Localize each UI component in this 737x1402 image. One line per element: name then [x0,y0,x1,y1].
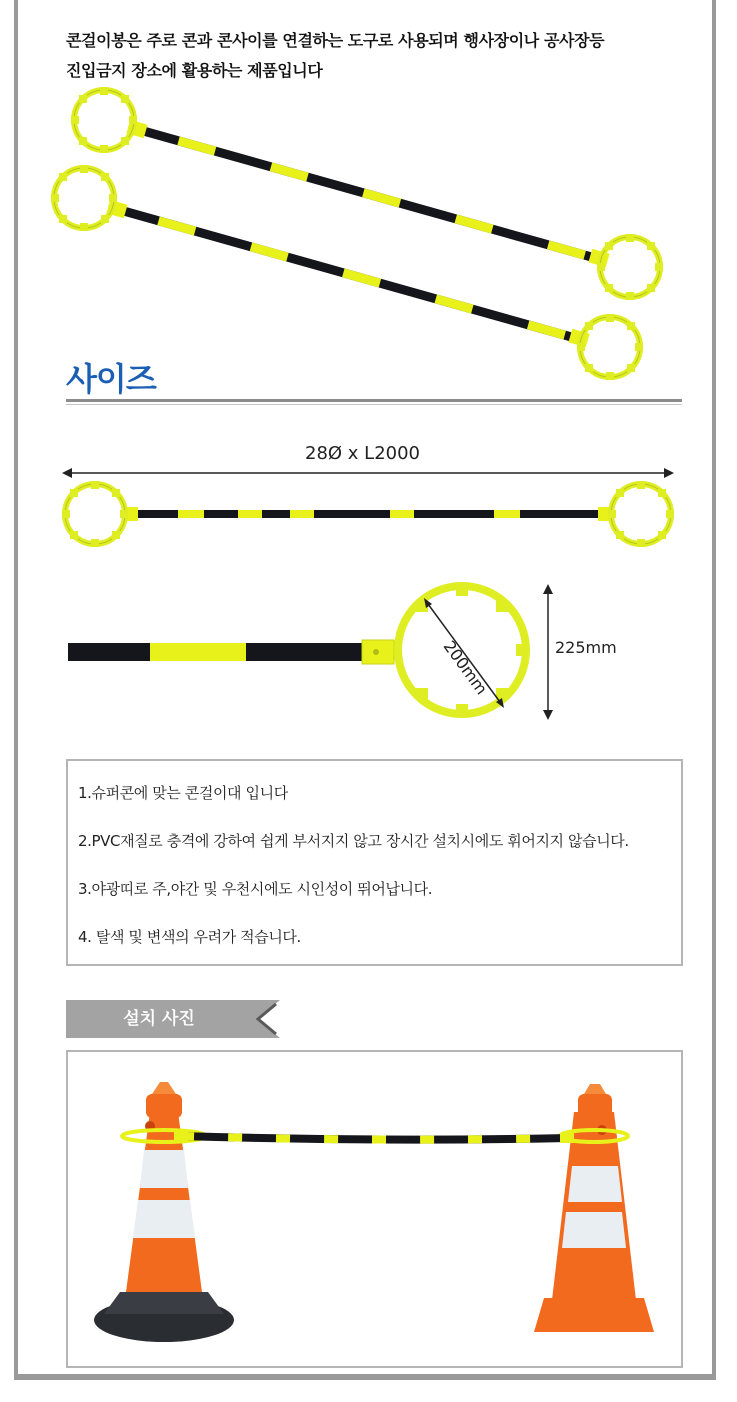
ring-detail [68,584,553,720]
install-photo [66,1050,683,1368]
size-title-rule [66,399,682,402]
ring-outer-dimension-label: 225mm [555,638,617,657]
right-cone [534,1084,654,1332]
size-section-title: 사이즈 [66,360,156,398]
features-box [66,759,683,966]
left-cone [94,1082,234,1342]
intro-line-1: 콘걸이봉은 주로 콘과 콘사이를 연결하는 도구로 사용되며 행사장이나 공사장등 [66,31,605,50]
cone-bar-straight [62,481,674,547]
ring-inner-dimension-label: 200mm [439,637,492,699]
size-title-rule-thin [66,404,682,405]
feature-item-2: 2.PVC재질로 충격에 강하여 쉽게 부서지지 않고 장시간 설치시에도 휘어지지 않습니다. [78,832,629,850]
install-photo-tab: 설치 사진 [123,1009,195,1029]
overall-dimension-label: 28Ø x L2000 [305,443,421,464]
feature-item-4: 4. 탈색 및 변색의 우려가 적습니다. [78,928,301,946]
feature-item-3: 3.야광띠로 주,야간 및 우천시에도 시인성이 뛰어납니다. [78,880,433,898]
install-photo-illustration [68,1052,683,1368]
length-dimension-arrow [62,468,674,478]
intro-line-2: 진입금지 장소에 활용하는 제품입니다 [66,61,323,80]
feature-item-1: 1.슈퍼콘에 맞는 콘걸이대 입니다 [78,784,288,802]
cone-bar-top [71,87,663,300]
cone-bar-bottom [51,165,643,380]
installed-bar [174,1131,574,1143]
